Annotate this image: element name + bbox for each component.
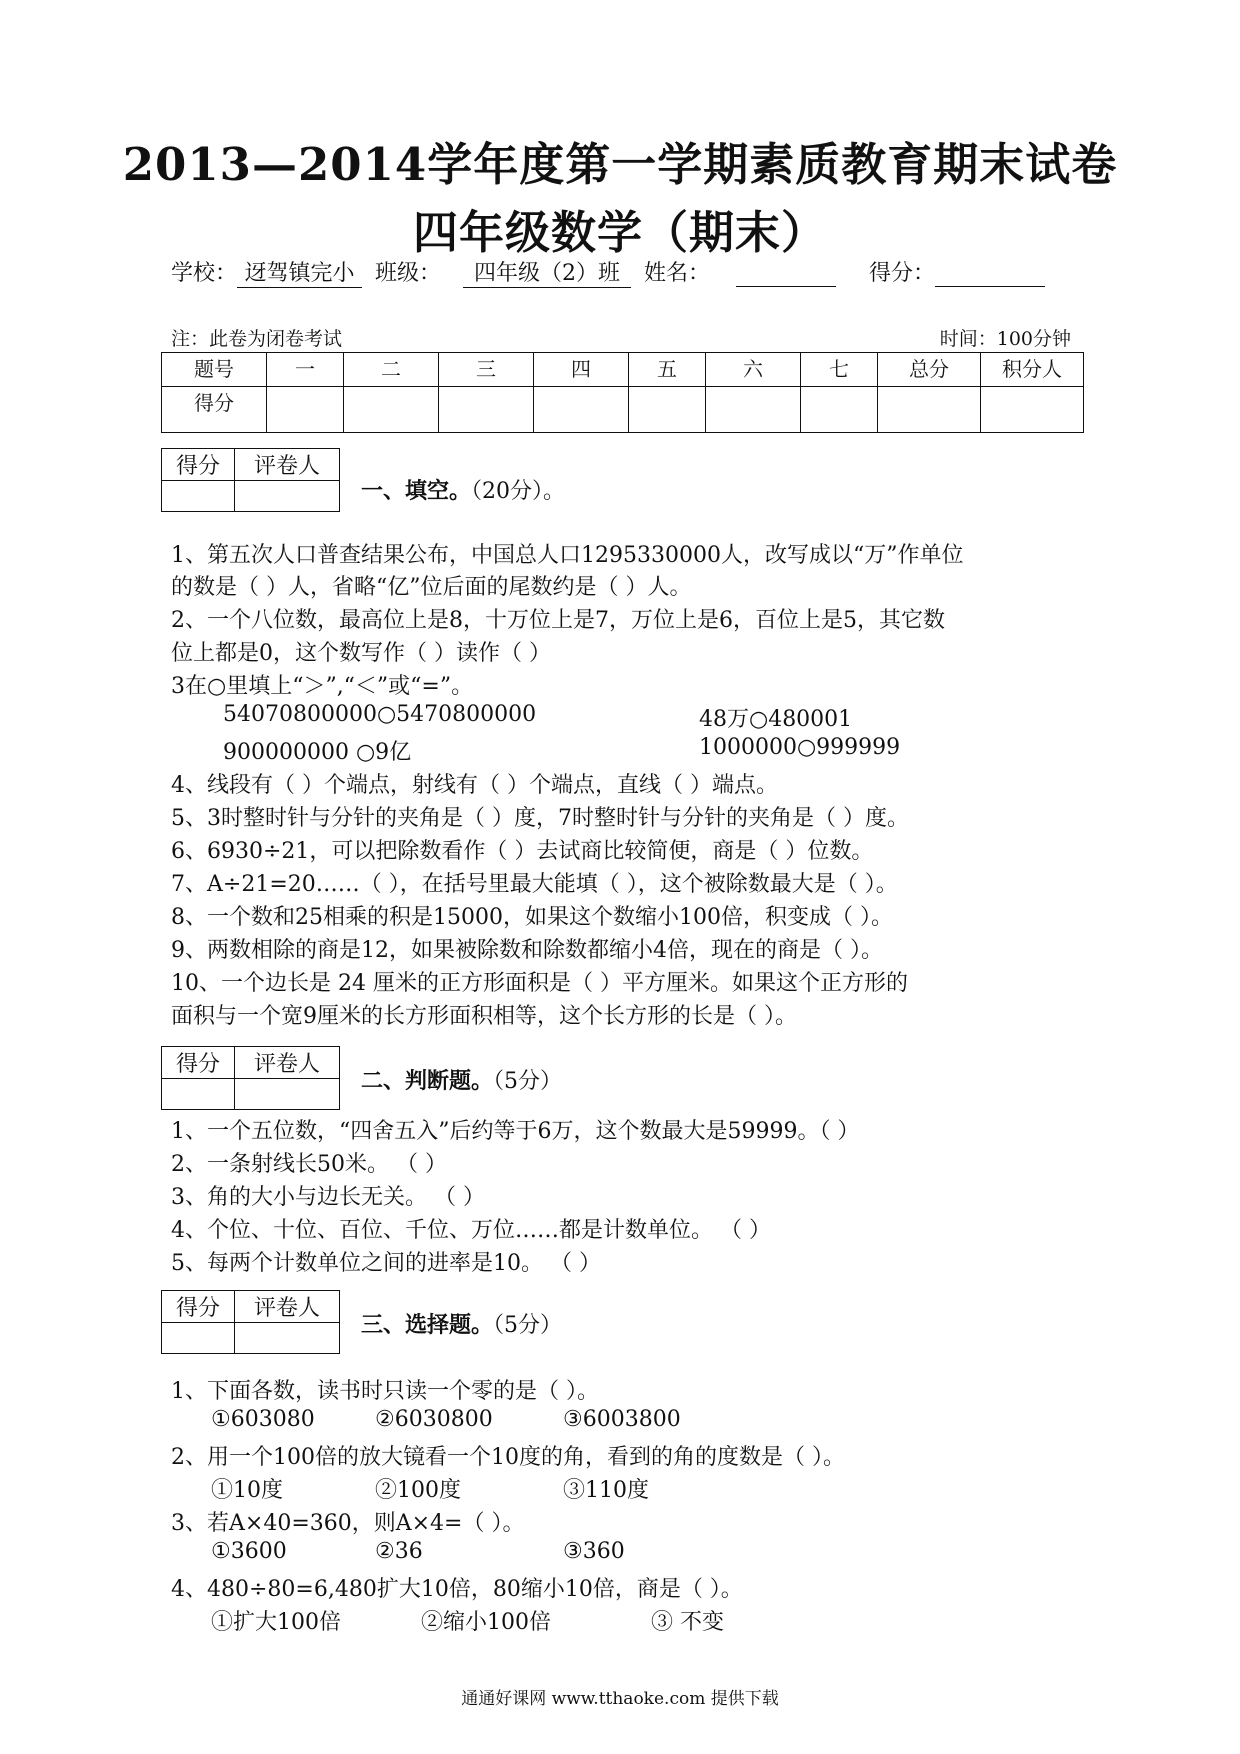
score-cell[interactable] (344, 387, 439, 433)
question-line: 10、一个边长是 24 厘米的正方形面积是（ ）平方厘米。如果这个正方形的 (171, 971, 908, 996)
grader-score-cell[interactable] (162, 481, 235, 512)
question-line: 1、下面各数，读书时只读一个零的是（ ）。 (171, 1379, 599, 1404)
score-header-cell: 三 (439, 353, 534, 387)
compare-item: 54070800000○5470800000 (223, 702, 537, 727)
score-cell[interactable] (981, 387, 1084, 433)
compare-item: 48万○480001 (699, 707, 853, 732)
score-cell[interactable] (629, 387, 706, 433)
score-cell[interactable] (706, 387, 801, 433)
option-item: ③ 不变 (651, 1610, 724, 1635)
question-line: 3、角的大小与边长无关。 （ ） (171, 1185, 485, 1210)
option-item: ③6003800 (563, 1407, 681, 1432)
grader-box-section1 (161, 448, 340, 512)
grader-name-cell[interactable] (235, 1323, 340, 1354)
exam-time: 时间：100分钟 (939, 328, 1071, 350)
question-line: 1、一个五位数，“四舍五入”后约等于6万，这个数最大是59999。（ ） (171, 1119, 860, 1144)
section2-title: 二、判断题。 (361, 1068, 494, 1094)
score-header-cell: 二 (344, 353, 439, 387)
score-cell[interactable] (801, 387, 878, 433)
question-line: 3在○里填上“＞”,“＜”或“=”。 (171, 674, 474, 699)
grader-name-label: 评卷人 (235, 449, 340, 481)
score-header-cell: 七 (801, 353, 878, 387)
grader-name-cell[interactable] (235, 1079, 340, 1110)
option-item: ②36 (375, 1539, 423, 1564)
name-blank[interactable] (736, 261, 836, 287)
question-line: 2、一条射线长50米。 （ ） (171, 1152, 447, 1177)
option-item: ①603080 (211, 1407, 315, 1432)
section2-points: （5分） (493, 1069, 563, 1094)
question-line: 3、若A×40=360，则A×4=（ ）。 (171, 1511, 525, 1536)
section3-title: 三、选择题。 (361, 1312, 494, 1338)
question-line: 4、个位、十位、百位、千位、万位……都是计数单位。 （ ） (171, 1218, 771, 1243)
class-value: 四年级（2）班 (463, 256, 631, 288)
option-item: ②100度 (375, 1478, 461, 1503)
question-line: 2、用一个100倍的放大镜看一个10度的角，看到的角的度数是（ ）。 (171, 1445, 845, 1470)
section1-points: （20分）。 (471, 479, 566, 504)
question-line: 2、一个八位数，最高位上是8，十万位上是7，万位上是6，百位上是5，其它数 (171, 608, 945, 633)
question-line: 6、6930÷21，可以把除数看作（ ）去试商比较简便，商是（ ）位数。 (171, 839, 874, 864)
score-table (161, 352, 1084, 433)
question-line: 9、两数相除的商是12，如果被除数和除数都缩小4倍，现在的商是（ ）。 (171, 938, 883, 963)
section1-heading (361, 474, 565, 505)
question-line: 位上都是0，这个数写作（ ）读作（ ） (171, 641, 551, 666)
page-footer: 通通好课网 www.tthaoke.com 提供下载 (461, 1689, 779, 1709)
section1-title: 一、填空。 (361, 478, 472, 504)
grader-score-cell[interactable] (162, 1323, 235, 1354)
question-line: 1、第五次人口普查结果公布，中国总人口1295330000人，改写成以“万”作单位 (171, 543, 964, 568)
option-item: ②6030800 (375, 1407, 493, 1432)
grader-name-label: 评卷人 (235, 1291, 340, 1323)
student-info-row (171, 256, 1081, 288)
question-line: 5、每两个计数单位之间的进率是10。 （ ） (171, 1251, 601, 1276)
score-header-cell: 积分人 (981, 353, 1084, 387)
score-cell[interactable] (267, 387, 344, 433)
section3-heading (361, 1308, 562, 1339)
exam-note: 注：此卷为闭卷考试 (171, 328, 343, 350)
score-label: 得分： (869, 261, 936, 286)
score-blank[interactable] (935, 261, 1045, 287)
score-header-cell: 六 (706, 353, 801, 387)
score-table-header-row (162, 353, 1084, 387)
score-header-cell: 总分 (878, 353, 981, 387)
grader-name-label: 评卷人 (235, 1047, 340, 1079)
option-item: ①3600 (211, 1539, 287, 1564)
score-header-cell: 四 (534, 353, 629, 387)
grader-box-section3 (161, 1290, 340, 1354)
grader-score-label: 得分 (162, 1291, 235, 1323)
score-table-score-row (162, 387, 1084, 433)
grader-name-cell[interactable] (235, 481, 340, 512)
score-cell[interactable] (534, 387, 629, 433)
option-item: ①扩大100倍 (211, 1610, 341, 1635)
option-item: ③360 (563, 1539, 625, 1564)
question-line: 7、A÷21=20……（ ），在括号里最大能填（ ），这个被除数最大是（ ）。 (171, 872, 898, 897)
score-header-cell: 一 (267, 353, 344, 387)
question-line: 面积与一个宽9厘米的长方形面积相等，这个长方形的长是（ ）。 (171, 1004, 797, 1029)
question-line: 4、480÷80=6,480扩大10倍，80缩小10倍，商是（ ）。 (171, 1577, 743, 1602)
compare-item: 1000000○999999 (699, 735, 901, 760)
class-label: 班级： (375, 261, 442, 286)
note-row (171, 324, 1071, 351)
school-label: 学校： (171, 261, 238, 286)
option-item: ③110度 (563, 1478, 649, 1503)
grader-box-section2 (161, 1046, 340, 1110)
exam-subtitle: 四年级数学（期末） (412, 206, 827, 259)
section3-points: （5分） (493, 1313, 563, 1338)
option-item: ①10度 (211, 1478, 283, 1503)
grader-score-label: 得分 (162, 449, 235, 481)
option-item: ②缩小100倍 (421, 1610, 551, 1635)
compare-item: 900000000 ○9亿 (223, 740, 412, 765)
grader-score-label: 得分 (162, 1047, 235, 1079)
school-value: 迓驾镇完小 (237, 256, 362, 288)
question-line: 4、线段有（ ）个端点，射线有（ ）个端点，直线（ ）端点。 (171, 773, 778, 798)
score-header-cell: 五 (629, 353, 706, 387)
question-line: 的数是（ ）人，省略“亿”位后面的尾数约是（ ）人。 (171, 575, 692, 600)
score-cell[interactable] (878, 387, 981, 433)
name-label: 姓名： (644, 261, 711, 286)
question-line: 5、3时整时针与分针的夹角是（ ）度，7时整时针与分针的夹角是（ ）度。 (171, 806, 909, 831)
question-line: 8、一个数和25相乘的积是15000，如果这个数缩小100倍，积变成（ ）。 (171, 905, 893, 930)
grader-score-cell[interactable] (162, 1079, 235, 1110)
section2-heading (361, 1064, 562, 1095)
score-row-label: 得分 (162, 387, 267, 433)
score-header-cell: 题号 (162, 353, 267, 387)
score-cell[interactable] (439, 387, 534, 433)
exam-title: 2013—2014学年度第一学期素质教育期末试卷 (122, 138, 1118, 191)
